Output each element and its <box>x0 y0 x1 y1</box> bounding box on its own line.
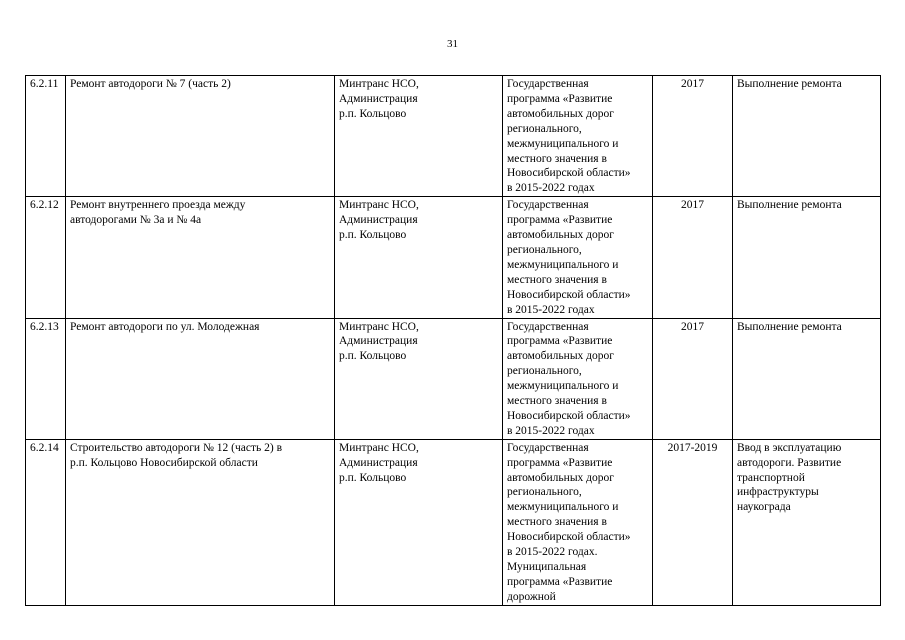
text-line: межмуниципального и <box>507 137 619 150</box>
item-number: 6.2.12 <box>26 197 66 318</box>
text-line: Выполнение ремонта <box>737 320 842 333</box>
text-line: автодорогами № 3а и № 4а <box>70 214 202 227</box>
period: 2017 <box>653 197 733 318</box>
text-line: Администрация <box>339 335 418 348</box>
period: 2017-2019 <box>653 439 733 605</box>
text-line: Выполнение ремонта <box>737 199 842 212</box>
text-line: автомобильных дорог <box>507 471 614 484</box>
text-line: Строительство автодороги № 12 (часть 2) в <box>70 441 283 454</box>
executor <box>335 318 503 439</box>
text-line: Администрация <box>339 214 418 227</box>
funding-program <box>503 197 653 318</box>
text-line: наукограда <box>737 501 791 514</box>
executor <box>335 197 503 318</box>
text-line: регионального, <box>507 122 582 135</box>
text-line: автодороги. Развитие <box>737 456 842 469</box>
text-line: Новосибирской области» <box>507 531 631 544</box>
item-number: 6.2.13 <box>26 318 66 439</box>
executor <box>335 76 503 197</box>
period: 2017 <box>653 318 733 439</box>
table-row <box>26 318 881 439</box>
text-line: регионального, <box>507 243 582 256</box>
measures-table <box>25 75 881 606</box>
text-line: местного значения в <box>507 516 607 529</box>
text-line: Администрация <box>339 92 418 105</box>
measure-name <box>66 197 335 318</box>
text-line: в 2015-2022 годах. <box>507 546 598 559</box>
text-line: р.п. Кольцово <box>339 229 407 242</box>
funding-program <box>503 439 653 605</box>
measure-name <box>66 76 335 197</box>
period: 2017 <box>653 76 733 197</box>
text-line: Минтранс НСО, <box>339 199 419 212</box>
text-line: Минтранс НСО, <box>339 320 419 333</box>
text-line: Новосибирской области» <box>507 409 631 422</box>
text-line: автомобильных дорог <box>507 107 614 120</box>
text-line: автомобильных дорог <box>507 350 614 363</box>
text-line: инфраструктуры <box>737 486 819 499</box>
text-line: местного значения в <box>507 152 607 165</box>
text-line: Минтранс НСО, <box>339 78 419 90</box>
text-line: программа «Развитие <box>507 335 613 348</box>
page-number: 31 <box>447 38 458 50</box>
text-line: Государственная <box>507 199 589 212</box>
table-row <box>26 76 881 197</box>
table-row <box>26 439 881 605</box>
text-line: межмуниципального и <box>507 501 619 514</box>
text-line: Новосибирской области» <box>507 167 631 180</box>
expected-result <box>733 439 881 605</box>
text-line: автомобильных дорог <box>507 229 614 242</box>
text-line: Муниципальная <box>507 561 587 573</box>
text-line: Новосибирской области» <box>507 288 631 301</box>
text-line: регионального, <box>507 486 582 499</box>
item-number: 6.2.11 <box>26 76 66 197</box>
expected-result <box>733 197 881 318</box>
text-line: Выполнение ремонта <box>737 78 842 90</box>
text-line: межмуниципального и <box>507 380 619 393</box>
text-line: местного значения в <box>507 395 607 408</box>
measure-name <box>66 439 335 605</box>
text-line: Ремонт внутреннего проезда между <box>70 199 246 212</box>
text-line: в 2015-2022 годах <box>507 182 595 195</box>
text-line: местного значения в <box>507 273 607 286</box>
text-line: р.п. Кольцово <box>339 107 407 120</box>
text-line: программа «Развитие <box>507 575 613 588</box>
table-row <box>26 197 881 318</box>
measure-name <box>66 318 335 439</box>
item-number: 6.2.14 <box>26 439 66 605</box>
text-line: межмуниципального и <box>507 258 619 271</box>
text-line: программа «Развитие <box>507 456 613 469</box>
text-line: Ввод в эксплуатацию <box>737 441 842 454</box>
text-line: р.п. Кольцово <box>339 350 407 363</box>
text-line: Минтранс НСО, <box>339 441 419 454</box>
text-line: Государственная <box>507 441 589 454</box>
text-line: Государственная <box>507 78 589 90</box>
funding-program <box>503 76 653 197</box>
text-line: Ремонт автодороги № 7 (часть 2) <box>70 78 231 90</box>
text-line: регионального, <box>507 365 582 378</box>
text-line: транспортной <box>737 471 805 484</box>
text-line: Ремонт автодороги по ул. Молодежная <box>70 320 260 333</box>
text-line: дорожной <box>507 590 556 603</box>
funding-program <box>503 318 653 439</box>
text-line: Государственная <box>507 320 589 333</box>
expected-result <box>733 318 881 439</box>
executor <box>335 439 503 605</box>
text-line: р.п. Кольцово Новосибирской области <box>70 456 258 469</box>
text-line: р.п. Кольцово <box>339 471 407 484</box>
text-line: программа «Развитие <box>507 92 613 105</box>
text-line: в 2015-2022 годах <box>507 424 595 437</box>
text-line: Администрация <box>339 456 418 469</box>
text-line: в 2015-2022 годах <box>507 303 595 316</box>
expected-result <box>733 76 881 197</box>
text-line: программа «Развитие <box>507 214 613 227</box>
